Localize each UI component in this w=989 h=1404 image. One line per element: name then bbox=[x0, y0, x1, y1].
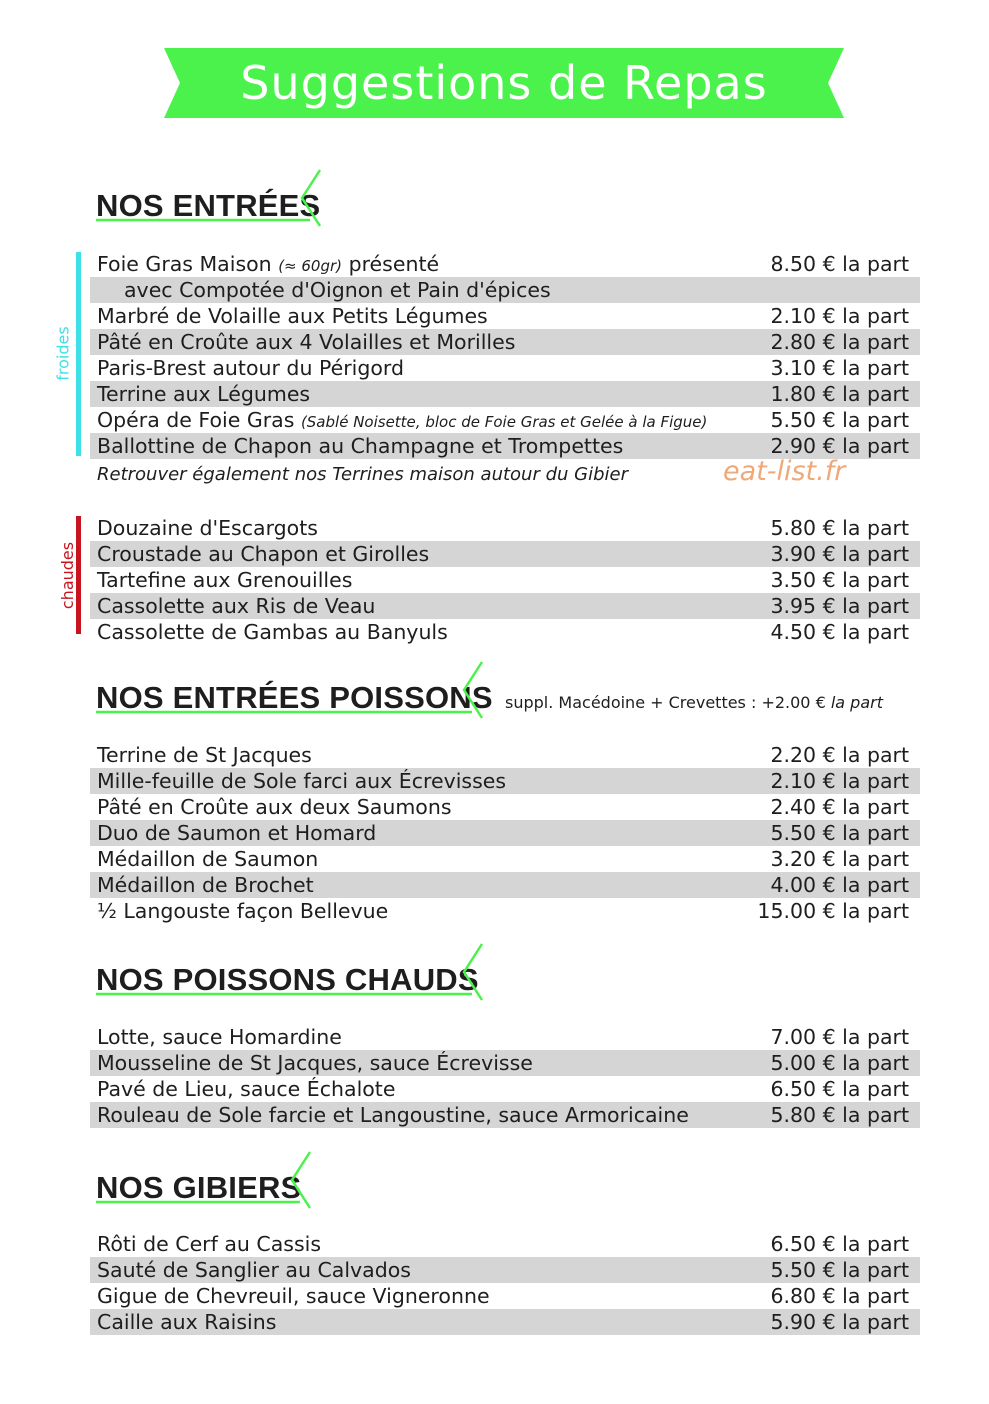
menu-row: Caille aux Raisins 5.90 € la part bbox=[90, 1309, 920, 1335]
section-title: NOS ENTRÉES POISSONS bbox=[96, 680, 493, 715]
menu-row: Cassolette aux Ris de Veau 3.95 € la part bbox=[90, 593, 920, 619]
menu-row: Lotte, sauce Homardine 7.00 € la part bbox=[97, 1025, 909, 1049]
menu-row: Médaillon de Saumon 3.20 € la part bbox=[97, 847, 909, 871]
menu-row: Pâté en Croûte aux 4 Volailles et Morilles 2.80 € la part bbox=[90, 329, 920, 355]
menu-row: avec Compotée d'Oignon et Pain d'épices bbox=[90, 277, 920, 303]
section-heading-entrees bbox=[96, 188, 320, 224]
menu-row: Pavé de Lieu, sauce Échalote 6.50 € la part bbox=[97, 1077, 909, 1101]
section-heading-entrees-poissons bbox=[96, 680, 493, 716]
menu-row: Marbré de Volaille aux Petits Légumes 2.10 € la part bbox=[97, 304, 909, 328]
menu-row: Opéra de Foie Gras (Sablé Noisette, bloc de Foie Gras et Gelée à la Figue) 5.50 € la part bbox=[97, 408, 909, 432]
menu-row: Médaillon de Brochet 4.00 € la part bbox=[90, 872, 920, 898]
menu-row: Tartefine aux Grenouilles 3.50 € la part bbox=[97, 568, 909, 592]
section-title: NOS GIBIERS bbox=[96, 1170, 302, 1205]
menu-row: Gigue de Chevreuil, sauce Vigneronne 6.80 € la part bbox=[97, 1284, 909, 1308]
section-chevron-underline bbox=[96, 1160, 336, 1220]
froides-label: froides bbox=[53, 326, 73, 381]
section-title: NOS POISSONS CHAUDS bbox=[96, 962, 479, 997]
section-heading-gibiers bbox=[96, 1170, 301, 1206]
page-title: Suggestions de Repas bbox=[240, 56, 768, 110]
menu-row: Douzaine d'Escargots 5.80 € la part bbox=[97, 516, 909, 540]
menu-row: Sauté de Sanglier au Calvados 5.50 € la part bbox=[90, 1257, 920, 1283]
menu-row: Rôti de Cerf au Cassis 6.50 € la part bbox=[97, 1232, 909, 1256]
menu-row: Rouleau de Sole farcie et Langoustine, sauce Armoricaine 5.80 € la part bbox=[90, 1102, 920, 1128]
menu-row: Paris-Brest autour du Périgord 3.10 € la part bbox=[97, 356, 909, 380]
menu-row: Ballottine de Chapon au Champagne et Trompettes 2.90 € la part bbox=[90, 433, 920, 459]
menu-row: Duo de Saumon et Homard 5.50 € la part bbox=[90, 820, 920, 846]
info-line: Retrouver également nos Terrines maison autour du Gibier bbox=[97, 464, 628, 485]
section-heading-poissons-chauds bbox=[96, 962, 479, 998]
chaudes-label: chaudes bbox=[58, 541, 78, 610]
menu-row: Cassolette de Gambas au Banyuls 4.50 € la part bbox=[97, 620, 909, 644]
menu-row: Mille-feuille de Sole farci aux Écrevisses 2.10 € la part bbox=[90, 768, 920, 794]
supplement-note: suppl. Macédoine + Crevettes : +2.00 € la part bbox=[505, 693, 883, 712]
menu-row: Terrine de St Jacques 2.20 € la part bbox=[97, 743, 909, 767]
menu-row: ½ Langouste façon Bellevue 15.00 € la part bbox=[97, 899, 909, 923]
froides-side-bar bbox=[76, 252, 81, 456]
section-chevron-underline bbox=[96, 952, 496, 1012]
menu-row: Terrine aux Légumes 1.80 € la part bbox=[90, 381, 920, 407]
watermark: eat-list.fr bbox=[723, 456, 846, 487]
menu-row: Pâté en Croûte aux deux Saumons 2.40 € la part bbox=[97, 795, 909, 819]
menu-row: Foie Gras Maison (≈ 60gr) présenté 8.50 € la part bbox=[97, 252, 909, 276]
section-chevron-underline bbox=[96, 178, 336, 238]
menu-row: Mousseline de St Jacques, sauce Écrevisse 5.00 € la part bbox=[90, 1050, 920, 1076]
menu-row: Croustade au Chapon et Girolles 3.90 € la part bbox=[90, 541, 920, 567]
section-chevron-underline bbox=[96, 670, 496, 730]
section-title: NOS ENTRÉES bbox=[96, 188, 321, 223]
title-banner bbox=[162, 46, 846, 120]
